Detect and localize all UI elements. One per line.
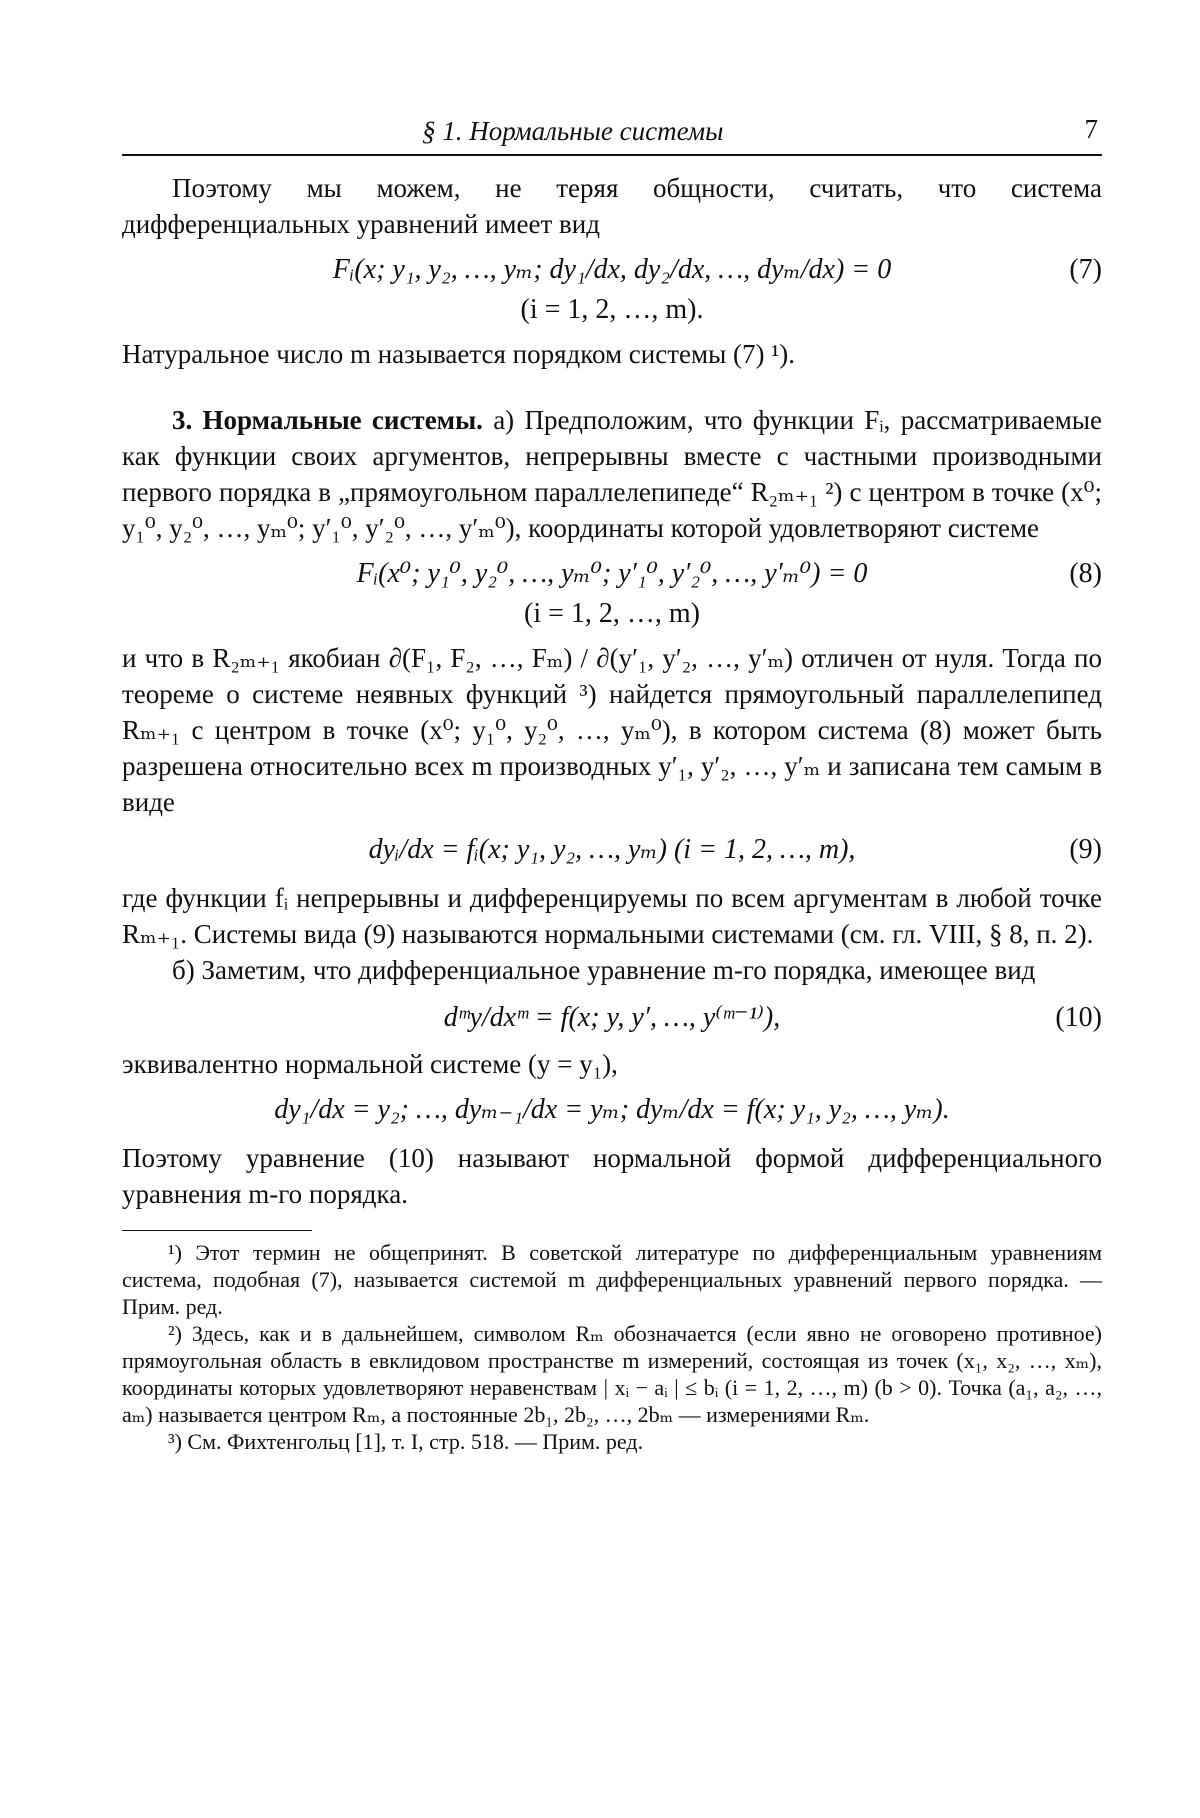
page-number: 7 [1084, 114, 1098, 144]
footnote-separator [122, 1230, 312, 1231]
footnote-3: ³) См. Фихтенгольц [1], т. I, стр. 518. — Прим. ред. [168, 1429, 644, 1454]
equation-normal-system: dy₁/dx = y₂; …, dyₘ₋₁/dx = yₘ; dyₘ/dx = f(x; y₁, y₂, …, yₘ). [274, 1094, 950, 1125]
equation-9-number: (9) [1069, 834, 1102, 865]
paragraph-7: эквивалентно нормальной системе (y = y₁), [122, 1049, 618, 1079]
equation-8-condition: (i = 1, 2, …, m) [524, 598, 700, 629]
equation-9-formula: dyᵢ/dx = fᵢ(x; y₁, y₂, …, yₘ) (i = 1, 2, …, m), [368, 834, 856, 865]
paragraph-4: и что в R₂ₘ₊₁ якобиан ∂(F₁, F₂, …, Fₘ) / ∂(y′₁, y′₂, …, y′ₘ) отличен от нуля. Тогда по теореме о системе неявных функций ³) найдется прямоугольный параллелепипед Rₘ₊₁ с центром в точке (x⁰; y₁⁰, y₂⁰, …, yₘ⁰), в котором система (8) может быть разрешена относительно всех m производных y′₁, y′₂, …, y′ₘ и записана тем самым в виде [122, 643, 1102, 817]
equation-7 [122, 250, 1102, 290]
section-title: § 1. Нормальные системы [422, 116, 724, 146]
section-3-heading: 3. Нормальные системы. [172, 405, 483, 435]
equation-7-condition: (i = 1, 2, …, m). [520, 294, 704, 325]
equation-10-number: (10) [1055, 1002, 1102, 1033]
equation-8-formula: Fᵢ(x⁰; y₁⁰, y₂⁰, …, yₘ⁰; y′₁⁰, y′₂⁰, …, y′ₘ⁰) = 0 [356, 558, 868, 589]
running-header [122, 108, 1102, 156]
paragraph-8: Поэтому уравнение (10) называют нормальной формой дифференциального уравнения m-го порядка. [122, 1143, 1102, 1209]
paragraph-3 [122, 402, 1102, 546]
equation-7-formula: Fᵢ(x; y₁, y₂, …, yₘ; dy₁/dx, dy₂/dx, …, dyₘ/dx) = 0 [332, 254, 892, 285]
paragraph-1: Поэтому мы можем, не теряя общности, считать, что система дифференциальных уравнений имеет вид [122, 173, 1102, 239]
footnote-1: ¹) Этот термин не общепринят. В советской литературе по дифференциальным уравнениям система, подобная (7), называется системой m дифференциальных уравнений первого порядка. — Прим. ред. [122, 1240, 1102, 1319]
footnote-2: ²) Здесь, как и в дальнейшем, символом Rₘ обозначается (если явно не оговорено противное) прямоугольная область в евклидовом пространстве m измерений, состоящая из точек (x₁, x₂, …, xₘ), координаты которых удовлетворяют неравенствам | xᵢ − aᵢ | ≤ bᵢ (i = 1, 2, …, m) (b > 0). Точка (a₁, a₂, …, aₘ) называется центром Rₘ, а постоянные 2b₁, 2b₂, …, 2bₘ — измерениями Rₘ. [122, 1321, 1102, 1427]
paragraph-5: где функции fᵢ непрерывны и дифференцируемы по всем аргументам в любой точке Rₘ₊₁. Системы вида (9) называются нормальными системами (см. гл. VIII, § 8, п. 2). [122, 883, 1102, 949]
paragraph-6: б) Заметим, что дифференциальное уравнение m-го порядка, имеющее вид [172, 955, 1036, 985]
book-page [122, 108, 1102, 1455]
equation-8 [122, 554, 1102, 594]
equation-8-number: (8) [1069, 558, 1102, 589]
equation-10 [122, 998, 1102, 1038]
equation-9 [122, 830, 1102, 870]
paragraph-2: Натуральное число m называется порядком системы (7) ¹). [122, 339, 796, 369]
paragraph-3-text: а) Предположим, что функции Fᵢ, рассматриваемые как функции своих аргументов, непрерывны вместе с частными производными первого порядка в „прямоугольном параллелепипеде“ R₂ₘ₊₁ ²) с центром в точке (x⁰; y₁⁰, y₂⁰, …, yₘ⁰; y′₁⁰, y′₂⁰, …, y′ₘ⁰), координаты которой удовлетворяют системе [122, 405, 1102, 543]
equation-10-formula: dᵐy/dxᵐ = f(x; y, y′, …, y⁽ᵐ⁻¹⁾), [443, 1002, 781, 1033]
equation-7-number: (7) [1069, 254, 1102, 285]
